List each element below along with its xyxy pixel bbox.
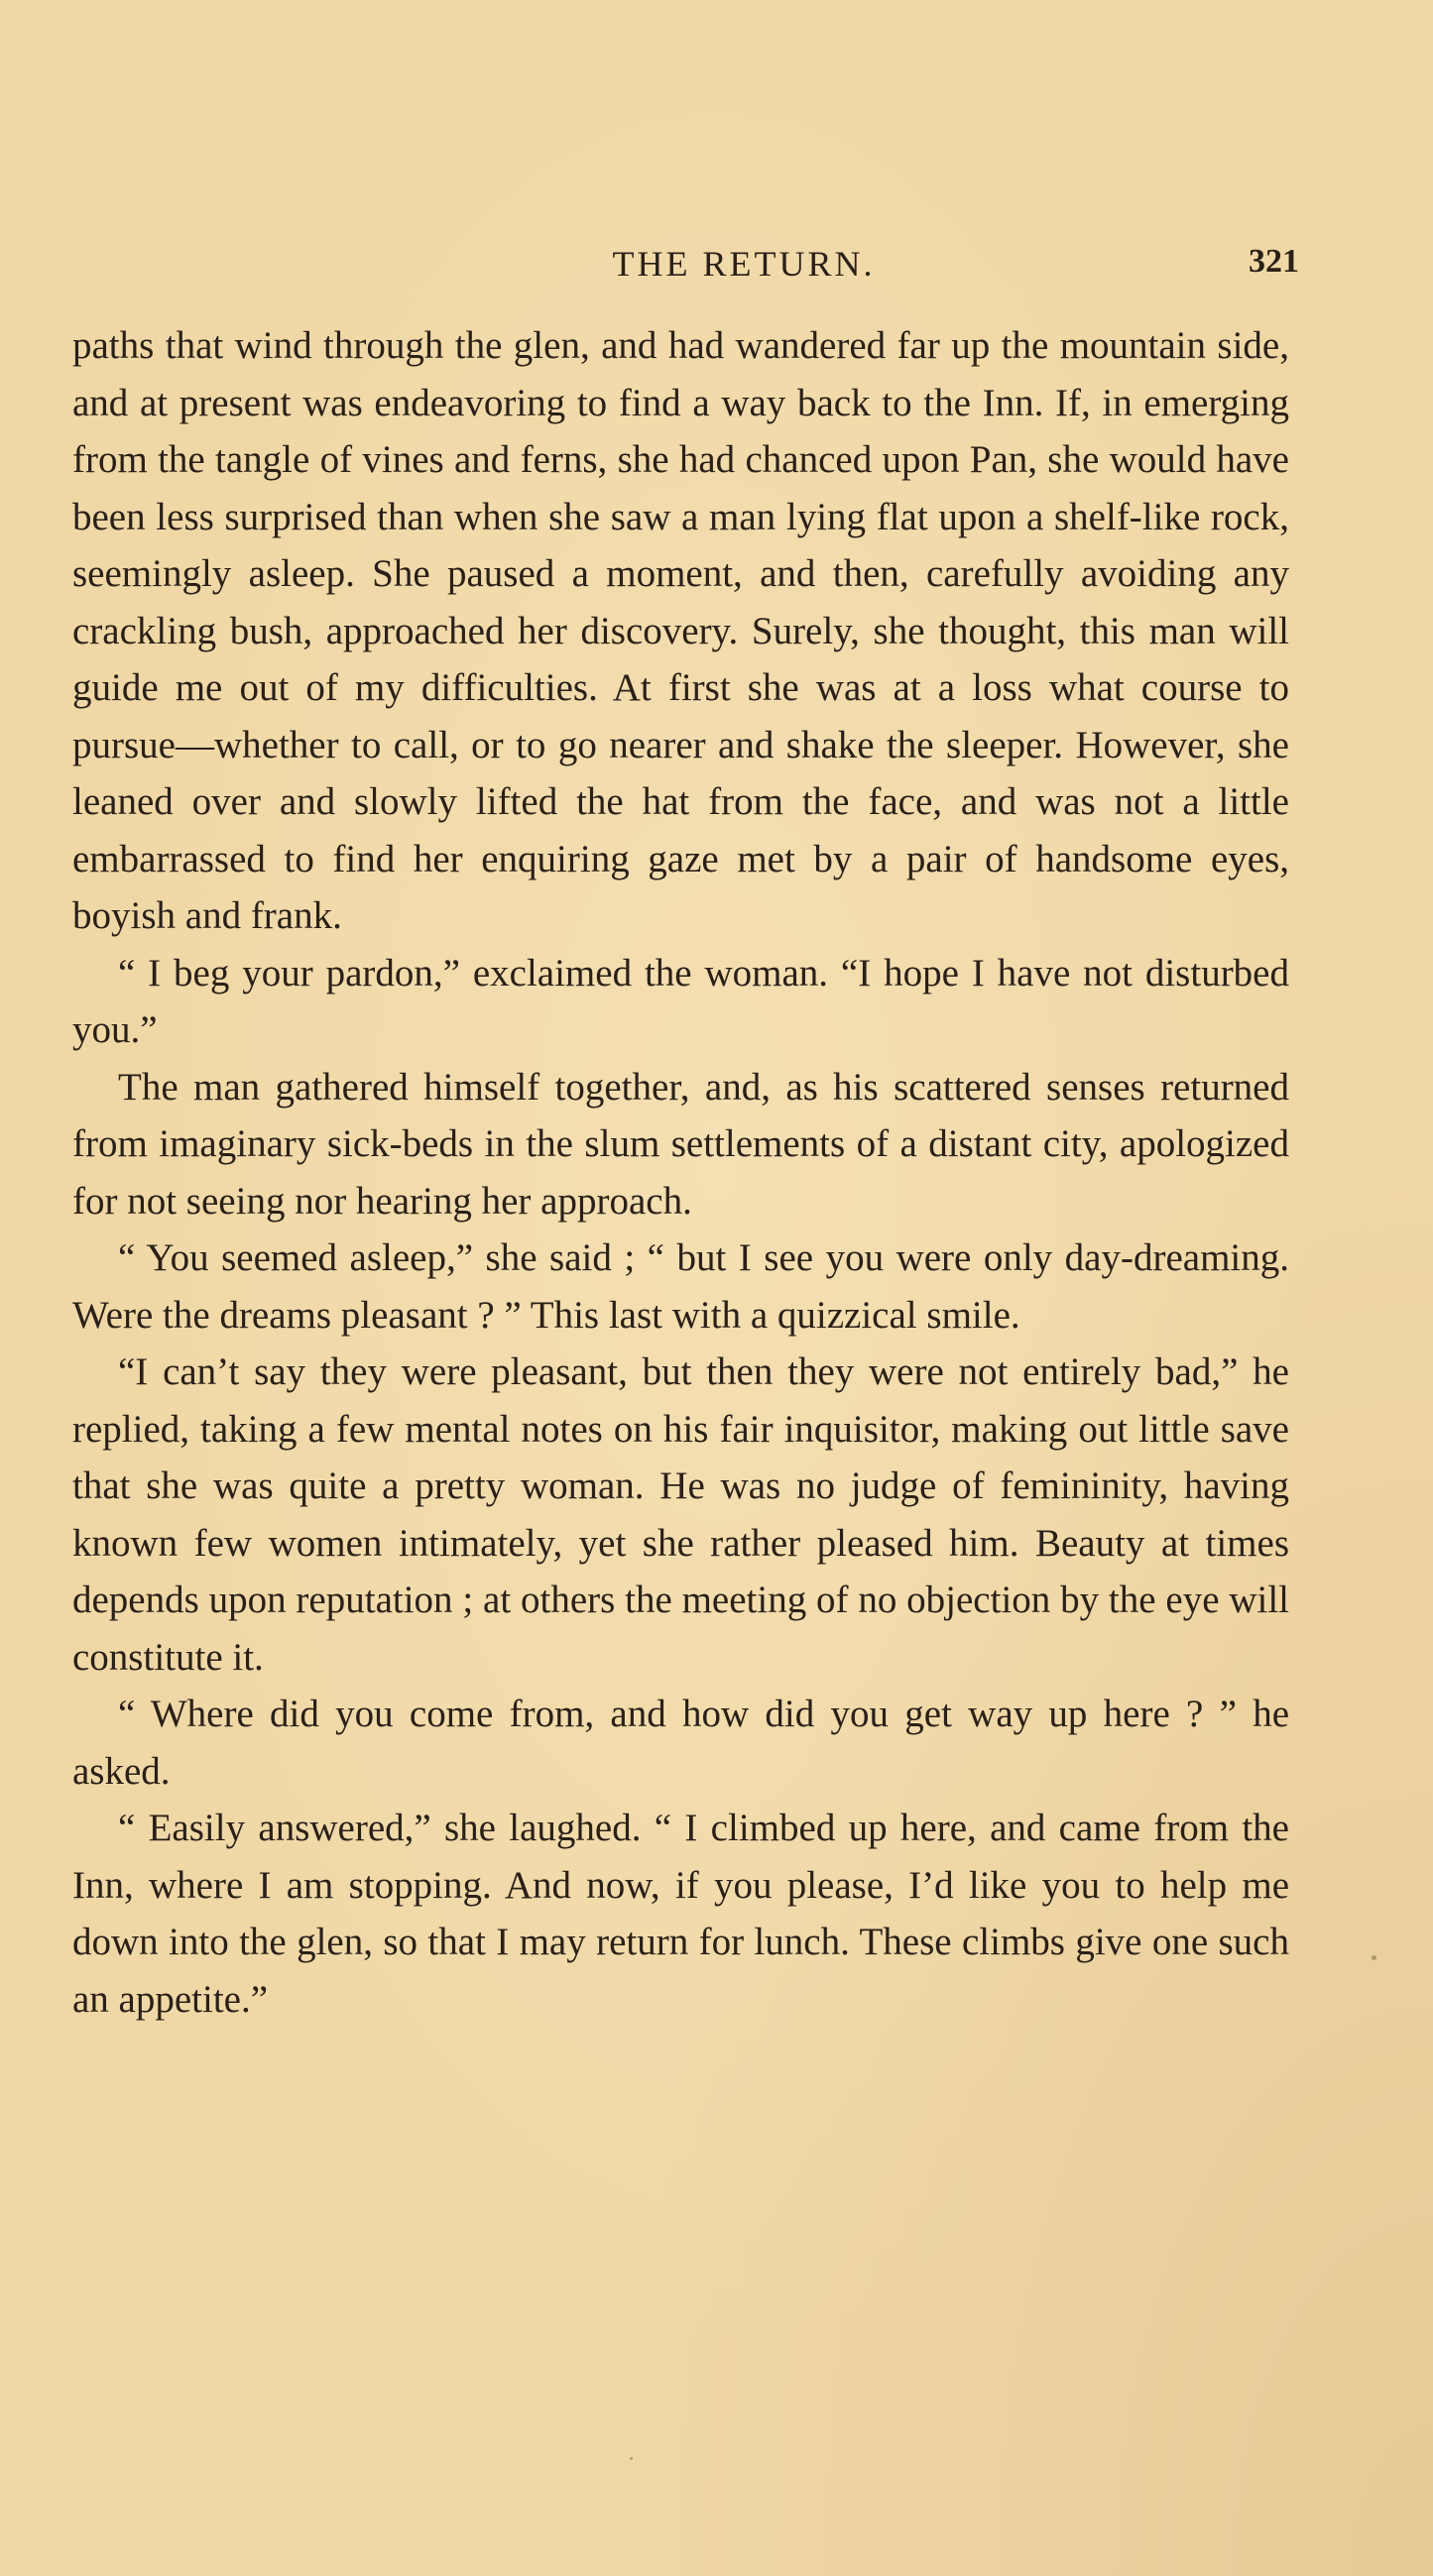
page-number: 321 [1249,243,1299,280]
paragraph: “ You seemed asleep,” she said ; “ but I see you were only day-dreaming. Were the dreams pleasant ? ” This last with a quizzical smile. [72,1236,1289,1337]
page-header [69,243,1299,302]
paper-speck [630,2457,633,2460]
paragraph: The man gathered himself together, and, as his scattered senses returned from imaginary sick-beds in the slum settlements of a distant city, apologized for not seeing nor hearing her approach. [72,1065,1289,1223]
paragraph: “ Easily answered,” she laughed. “ I climbed up here, and came from the Inn, where I am stopping. And now, if you please, I’d like you to help me down into the glen, so that I may return for lunch. These climbs give one such an appetite.” [72,1807,1289,2021]
paragraph: paths that wind through the glen, and had wandered far up the mountain side, and at present was endeavoring to find a way back to the Inn. If, in emerging from the tangle of vines and ferns, she had chanced upon Pan, she would have been less surprised than when she saw a man lying flat upon a shelf-like rock, seemingly asleep. She paused a moment, and then, carefully avoiding any crackling bush, approached her discovery. Surely, she thought, this man will guide me out of my difficulties. At first she was at a loss what course to pursue—whether to call, or to go nearer and shake the sleeper. However, she leaned over and slowly lifted the hat from the face, and was not a little embarrassed to find her enquiring gaze met by a pair of handsome eyes, boyish and frank. [72,324,1289,937]
paper-speck [1372,1955,1376,1960]
paragraph: “ I beg your pardon,” exclaimed the woman. “I hope I have not disturbed you.” [72,951,1289,1051]
paragraph: “I can’t say they were pleasant, but then they were not entirely bad,” he replied, taking a few mental notes on his fair inquisitor, making out little save that she was quite a pretty woman. He was no judge of femininity, having known few women intimately, yet she rather pleased him. Beauty at times depends upon reputation ; at others the meeting of no objection by the eye will constitute it. [72,1350,1289,1679]
paragraph: “ Where did you come from, and how did you get way up here ? ” he asked. [72,1693,1289,1793]
body-text [72,317,1289,2028]
running-head: THE RETURN. [612,244,876,284]
